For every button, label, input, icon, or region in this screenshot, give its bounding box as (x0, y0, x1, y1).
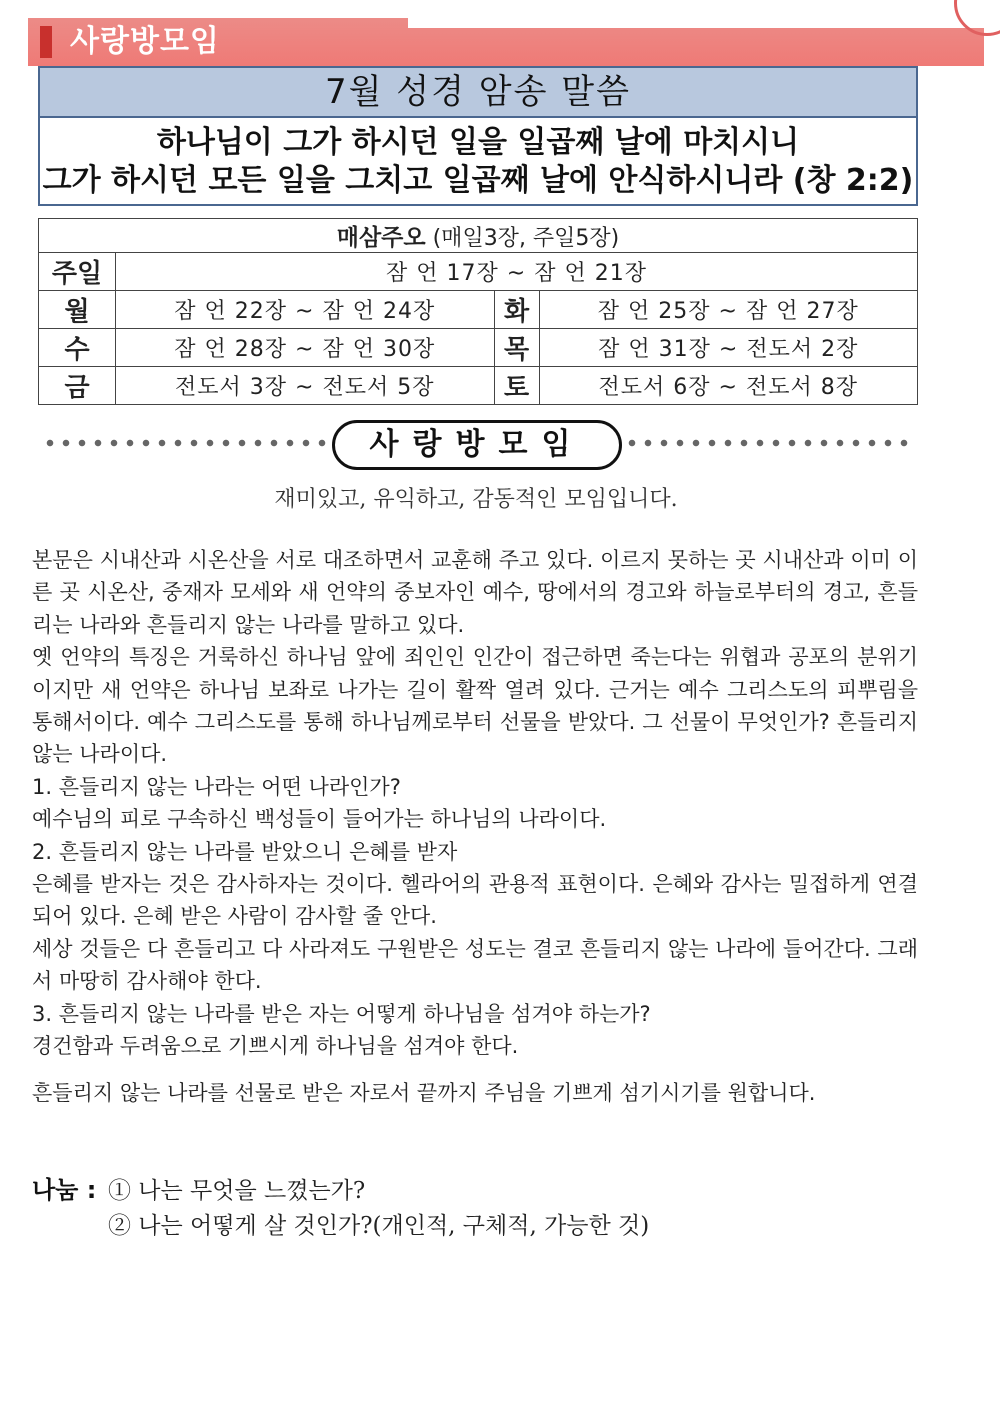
dotted-divider-right (624, 437, 912, 449)
reading-plan-detail: (매일3장, 주일5장) (425, 226, 620, 251)
sharing-row (32, 1208, 932, 1244)
reading-range: 잠 언 22장 ~ 잠 언 24장 (116, 291, 495, 329)
day-label: 목 (494, 329, 539, 367)
reading-range: 잠 언 25장 ~ 잠 언 27장 (539, 291, 918, 329)
reading-range: 잠 언 28장 ~ 잠 언 30장 (116, 329, 495, 367)
memory-verse-heading: 7월 성경 암송 말씀 (40, 68, 916, 118)
day-label: 토 (494, 367, 539, 405)
reading-plan-name: 매삼주오 (336, 225, 426, 251)
point-heading: 1. 흔들리지 않는 나라는 어떤 나라인가? (32, 774, 401, 799)
table-row (39, 253, 918, 291)
sermon-body (32, 544, 918, 1109)
sharing-row (32, 1172, 932, 1208)
section-title: 사랑방모임 (332, 420, 622, 470)
table-row (39, 291, 918, 329)
day-label: 수 (39, 329, 116, 367)
body-paragraph: 은혜를 받자는 것은 감사하자는 것이다. 헬라어의 관용적 표현이다. 은혜와 감사는 밀접하게 연결되어 있다. 은혜 받은 사람이 감사할 줄 안다. (32, 872, 918, 929)
reading-schedule-title (39, 219, 918, 253)
reading-range: 잠 언 31장 ~ 전도서 2장 (539, 329, 918, 367)
memory-verse-line-2: 그가 하시던 모든 일을 그치고 일곱째 날에 안식하시니라 (창 2:2) (42, 163, 914, 198)
day-label: 화 (494, 291, 539, 329)
reading-range: 전도서 6장 ~ 전도서 8장 (539, 367, 918, 405)
body-paragraph: 경건함과 두려움으로 기쁘시게 하나님을 섬겨야 한다. (32, 1034, 519, 1059)
banner-accent-bar (40, 26, 52, 58)
body-paragraph: 세상 것들은 다 흔들리고 다 사라져도 구원받은 성도는 결코 흔들리지 않는 나라에 들어간다. 그래서 마땅히 감사해야 한다. (32, 936, 918, 994)
memory-verse-box (38, 66, 918, 206)
banner-title: 사랑방모임 (70, 24, 220, 59)
point-heading: 2. 흔들리지 않는 나라를 받았으니 은혜를 받자 (32, 839, 458, 864)
table-row (39, 329, 918, 367)
memory-verse-line-1: 하나님이 그가 하시던 일을 일곱째 날에 마치시니 (156, 125, 800, 160)
table-row (39, 219, 918, 253)
body-paragraph: 예수님의 피로 구속하신 백성들이 들어가는 하나님의 나라이다. (32, 807, 607, 832)
section-subtitle: 재미있고, 유익하고, 감동적인 모임입니다. (274, 487, 678, 512)
day-label: 금 (39, 367, 116, 405)
reading-schedule-table (38, 218, 918, 405)
day-label: 월 (39, 291, 116, 329)
body-paragraph: 옛 언약의 특징은 거룩하신 하나님 앞에 죄인인 인간이 접근하면 죽는다는 위협과 공포의 분위기이지만 새 언약은 하나님 보좌로 나가는 길이 활짝 열려 있다. 근거는 예수 그리스도의 피뿌림을 통해서이다. 예수 그리스도를 통해 하나님께로부터 선물을 받았다. 그 선물이 무엇인가? 흔들리지 않는 나라이다. (32, 645, 918, 767)
dotted-divider-left (42, 437, 328, 449)
sharing-label: 나눔 : (32, 1176, 97, 1204)
sharing-question-2: ② 나는 어떻게 살 것인가?(개인적, 구체적, 가능한 것) (108, 1213, 650, 1239)
reading-range: 잠 언 17장 ~ 잠 언 21장 (116, 253, 918, 291)
reading-range: 전도서 3장 ~ 전도서 5장 (116, 367, 495, 405)
banner-fade (408, 18, 984, 28)
table-row (39, 367, 918, 405)
sharing-question-1: ① 나는 무엇을 느꼈는가? (108, 1178, 366, 1204)
sharing-section (32, 1172, 932, 1244)
closing-paragraph: 흔들리지 않는 나라를 선물로 받은 자로서 끝까지 주님을 기쁘게 섬기시기를 원합니다. (32, 1080, 816, 1105)
point-heading: 3. 흔들리지 않는 나라를 받은 자는 어떻게 하나님을 섬겨야 하는가? (32, 1001, 651, 1026)
body-paragraph: 본문은 시내산과 시온산을 서로 대조하면서 교훈해 주고 있다. 이르지 못하는 곳 시내산과 이미 이른 곳 시온산, 중재자 모세와 새 언약의 중보자인 예수, 땅에서의 경고와 하늘로부터의 경고, 흔들리는 나라와 흔들리지 않는 나라를 말하고 있다. (32, 548, 918, 637)
day-label: 주일 (39, 253, 116, 291)
